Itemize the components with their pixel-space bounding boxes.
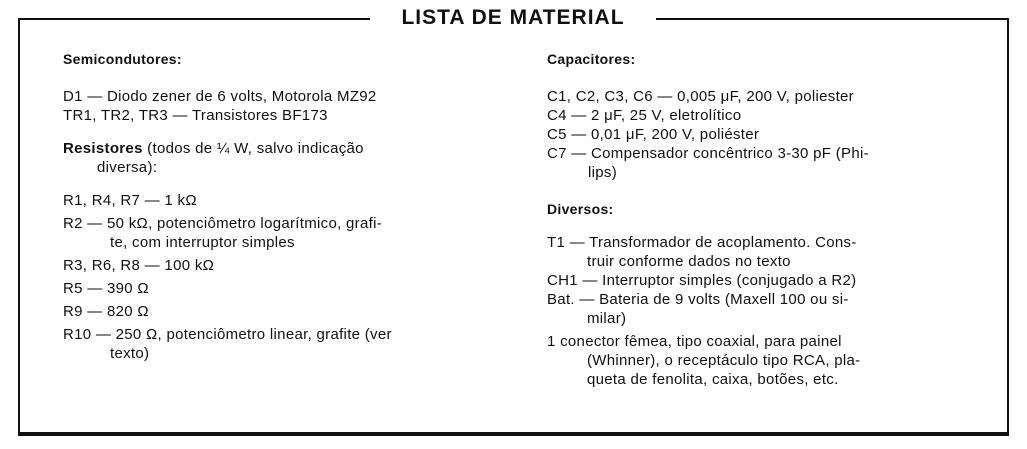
diversos-item-cont: (Whinner), o receptáculo tipo RCA, pla- — [587, 352, 861, 369]
diversos-item-cont: milar) — [587, 310, 627, 327]
capacitor-item: C7 — Compensador concêntrico 3-30 pF (Phi- — [547, 145, 869, 162]
diversos-item-cont: queta de fenolita, caixa, botões, etc. — [587, 371, 839, 388]
capacitor-item: C4 — 2 μF, 25 V, eletrolítico — [547, 107, 742, 124]
semicondutores-heading: Semicondutores: — [63, 51, 182, 67]
resistor-item: R9 — 820 Ω — [63, 303, 149, 320]
resistor-item-cont: texto) — [110, 345, 150, 362]
resistores-header — [63, 139, 483, 158]
diversos-item: 1 conector fêmea, tipo coaxial, para painel — [547, 333, 842, 350]
resistor-item: R3, R6, R8 — 100 kΩ — [63, 257, 215, 274]
resistor-item: R2 — 50 kΩ, potenciômetro logarítmico, grafi- — [63, 215, 382, 232]
capacitor-item-cont: lips) — [588, 164, 618, 181]
capacitor-item: C5 — 0,01 μF, 200 V, poliéster — [547, 126, 760, 143]
right-column — [547, 50, 967, 389]
capacitores-heading: Capacitores: — [547, 51, 636, 67]
page-title: LISTA DE MATERIAL — [370, 4, 656, 32]
left-column — [63, 50, 483, 363]
diversos-heading: Diversos: — [547, 201, 614, 217]
frame-bottom-rule — [18, 433, 1009, 436]
resistores-note: (todos de ¼ W, salvo indicação — [142, 140, 364, 157]
resistores-note-cont: diversa): — [97, 159, 158, 176]
capacitor-item: C1, C2, C3, C6 — 0,005 μF, 200 V, poliester — [547, 88, 854, 105]
resistores-heading: Resistores — [63, 140, 143, 157]
resistor-item: R10 — 250 Ω, potenciômetro linear, grafite (ver — [63, 326, 392, 343]
resistor-item: R1, R4, R7 — 1 kΩ — [63, 192, 197, 209]
diversos-list — [547, 233, 967, 389]
resistor-list — [63, 191, 483, 363]
semicondutor-item: D1 — Diodo zener de 6 volts, Motorola MZ92 — [63, 88, 377, 105]
diversos-item: CH1 — Interruptor simples (conjugado a R2) — [547, 272, 857, 289]
diversos-item: Bat. — Bateria de 9 volts (Maxell 100 ou si- — [547, 291, 849, 308]
resistor-item-cont: te, com interruptor simples — [110, 234, 295, 251]
resistor-item: R5 — 390 Ω — [63, 280, 149, 297]
semicondutor-item: TR1, TR2, TR3 — Transistores BF173 — [63, 107, 328, 124]
diversos-item: T1 — Transformador de acoplamento. Cons- — [547, 234, 857, 251]
diversos-item-cont: truir conforme dados no texto — [587, 253, 791, 270]
